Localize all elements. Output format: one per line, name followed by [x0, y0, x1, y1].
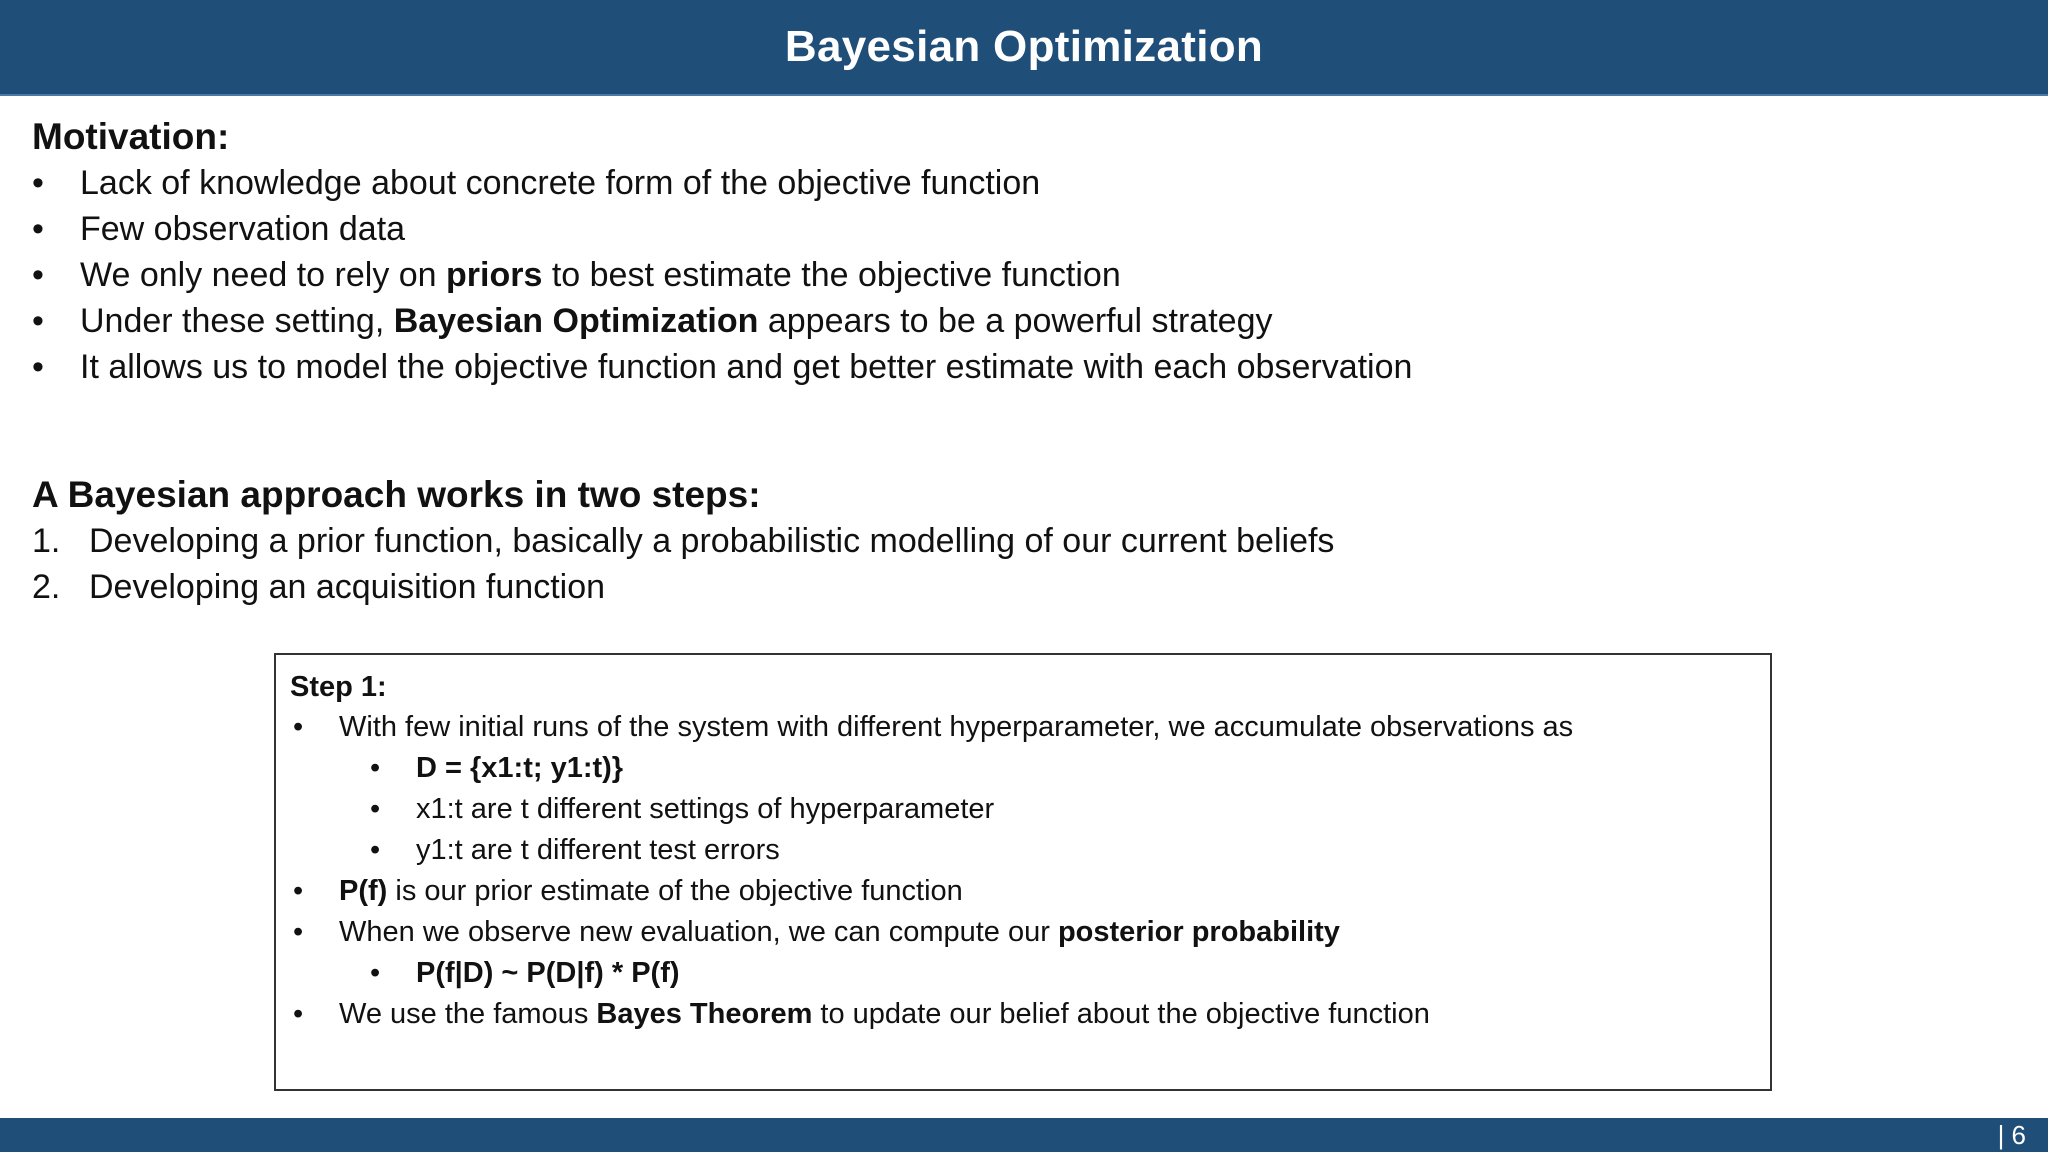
list-item: • y1:t are t different test errors	[290, 830, 1770, 871]
list-item: 1. Developing a prior function, basically a probabilistic modelling of our current beliefs	[32, 518, 1334, 564]
list-item: • P(f|D) ~ P(D|f) * P(f)	[290, 953, 1770, 994]
list-item: • Under these setting, Bayesian Optimization appears to be a powerful strategy	[32, 298, 1412, 344]
list-item: • Few observation data	[32, 206, 1412, 252]
list-item: • x1:t are t different settings of hyperparameter	[290, 789, 1770, 830]
title-bar	[0, 0, 2048, 96]
list-item: • Lack of knowledge about concrete form of the objective function	[32, 160, 1412, 206]
slide-title: Bayesian Optimization	[784, 22, 1264, 71]
approach-section	[32, 472, 1334, 610]
list-item: • D = {x1:t; y1:t)}	[290, 748, 1770, 789]
step1-box	[274, 653, 1772, 1091]
step-number: 1.	[32, 522, 61, 560]
list-item: • When we observe new evaluation, we can compute our posterior probability	[290, 912, 1770, 953]
motivation-section	[32, 114, 1412, 390]
step1-title: Step 1:	[290, 671, 387, 703]
approach-heading: A Bayesian approach works in two steps:	[32, 474, 761, 515]
list-item: 2. Developing an acquisition function	[32, 564, 1334, 610]
footer-bar	[0, 1118, 2048, 1152]
list-item: • We only need to rely on priors to best estimate the objective function	[32, 252, 1412, 298]
list-item: • P(f) is our prior estimate of the objective function	[290, 871, 1770, 912]
step-number: 2.	[32, 568, 61, 606]
approach-steps	[32, 518, 1334, 610]
list-item: • We use the famous Bayes Theorem to update our belief about the objective function	[290, 994, 1770, 1035]
motivation-list	[32, 160, 1412, 390]
list-item: • With few initial runs of the system with different hyperparameter, we accumulate observations as	[290, 707, 1770, 748]
motivation-heading: Motivation:	[32, 116, 230, 157]
step1-list	[290, 707, 1770, 1035]
page-number: | 6	[1997, 1120, 2026, 1150]
list-item: • It allows us to model the objective function and get better estimate with each observation	[32, 344, 1412, 390]
